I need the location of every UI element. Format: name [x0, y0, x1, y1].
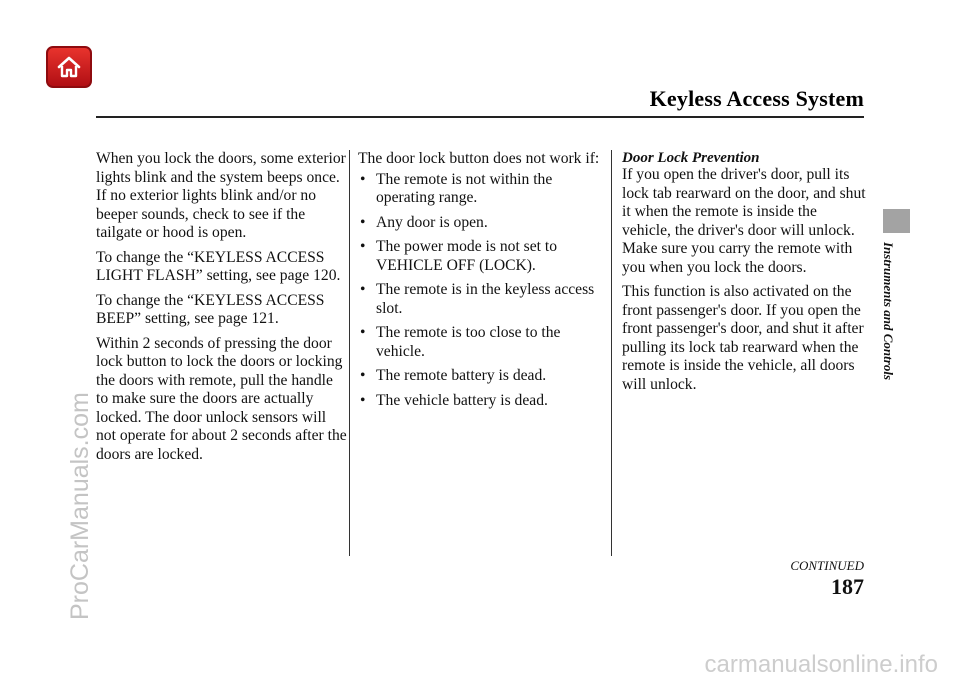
paragraph: When you lock the doors, some exterior lights blink and the system beeps once. If no exterior lights blink and/or no beeper sounds, check to see if the tailgate or hood is open.	[96, 150, 346, 241]
paragraph: Within 2 seconds of pressing the door lock button to lock the doors or locking the doors with remote, pull the handle to make sure the doors are actually locked. The door unlock sensors will not operate for about 2 seconds after the doors are locked.	[96, 334, 347, 463]
bullet-icon: •	[360, 170, 366, 188]
continued-label: CONTINUED	[790, 558, 864, 573]
paragraph: To change the “KEYLESS ACCESS BEEP” setting, see page 121.	[96, 291, 325, 327]
subheading: Door Lock Prevention	[622, 150, 760, 166]
column-1	[96, 150, 348, 470]
list-item: • Any door is open.	[360, 213, 488, 231]
section-title: Keyless Access System	[649, 86, 864, 111]
header-divider	[96, 116, 864, 118]
paragraph: This function is also activated on the front passenger's door. If you open the front passenger's door, and shut it after pulling its lock tab rearward when the remote is inside the vehicle, all doors will unlock.	[622, 283, 864, 393]
page-number: 187	[831, 574, 864, 599]
bullet-icon: •	[360, 391, 366, 409]
list-item: • The remote is not within the operating range.	[360, 170, 553, 206]
home-icon	[56, 56, 82, 78]
bullet-icon: •	[360, 324, 366, 341]
bullet-icon: •	[360, 213, 366, 231]
column-divider	[349, 150, 350, 556]
bullet-list	[358, 171, 602, 411]
bullet-icon: •	[360, 281, 366, 298]
list-item: • The remote battery is dead.	[360, 367, 547, 384]
column-divider	[611, 150, 612, 556]
list-item: • The remote is too close to the vehicle.	[360, 324, 561, 360]
watermark-bottom: carmanualsonline.info	[704, 651, 938, 678]
list-item: • The power mode is not set to VEHICLE OFF (LOCK).	[360, 238, 558, 274]
list-item: • The vehicle battery is dead.	[360, 391, 548, 409]
bullet-icon: •	[360, 238, 366, 255]
chapter-tab	[883, 209, 910, 233]
paragraph: To change the “KEYLESS ACCESS LIGHT FLASH” setting, see page 120.	[96, 248, 341, 284]
paragraph: The door lock button does not work if:	[358, 150, 600, 167]
column-2	[358, 150, 602, 416]
chapter-label: Instruments and Controls	[881, 242, 896, 381]
list-item: • The remote is in the keyless access slot.	[360, 281, 595, 317]
watermark-left: ProCarManuals.com	[66, 392, 94, 620]
home-button[interactable]	[46, 46, 92, 88]
column-3	[622, 150, 866, 400]
paragraph: If you open the driver's door, pull its lock tab rearward on the door, and shut it when the remote is inside the vehicle, the driver's door will unlock. Make sure you carry the remote with you when you lock the doors.	[622, 166, 866, 276]
bullet-icon: •	[360, 367, 366, 384]
